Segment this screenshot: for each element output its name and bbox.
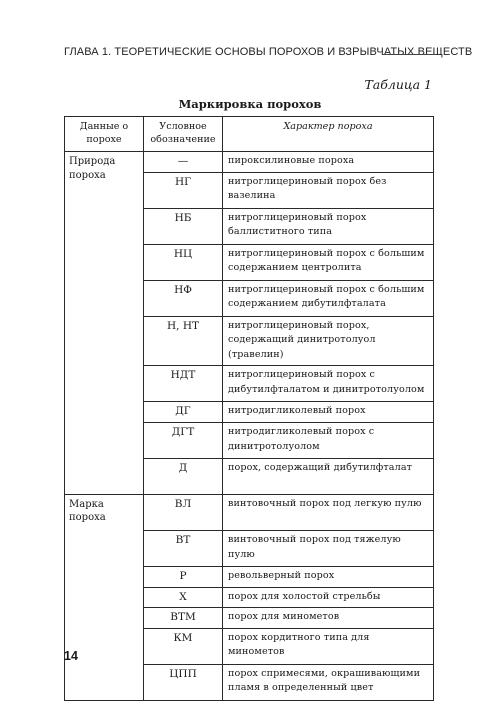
marking-code: НФ [144,280,223,316]
page-number: 14 [64,649,78,663]
marking-table [64,116,434,701]
marking-description: нитроглицериновый порох, содержащий динитротолуол (травелин) [223,316,434,366]
table-header-row [65,117,434,152]
marking-description: пироксилиновые пороха [223,152,434,173]
marking-description: винтовочный порох под тяжелую пулю [223,530,434,566]
marking-code: ВТ [144,530,223,566]
marking-description: нитроглицериновый порох с большим содержанием центролита [223,244,434,280]
table-caption: Маркировка порохов [178,97,322,111]
marking-code: ВЛ [144,494,223,530]
marking-code: КМ [144,628,223,664]
marking-description: порох для минометов [223,608,434,629]
running-head: ГЛАВА 1. ТЕОРЕТИЧЕСКИЕ ОСНОВЫ ПОРОХОВ И ВЗРЫВЧАТЫХ ВЕЩЕСТВ [64,46,473,58]
marking-code: ДГ [144,402,223,423]
marking-code: НБ [144,208,223,244]
marking-description: нитроглицериновый порох с дибутилфталатом и динитротолуолом [223,366,434,402]
marking-code: ЦПП [144,664,223,700]
marking-code: ВТМ [144,608,223,629]
marking-description: нитроглицериновый порох баллиститного типа [223,208,434,244]
table-row [65,152,434,173]
marking-description: нитродигликолевый порох с динитротолуолом [223,422,434,458]
marking-description: порох спримесями, окрашивающими пламя в определенный цвет [223,664,434,700]
marking-code: Д [144,458,223,494]
marking-description: револьверный порох [223,566,434,587]
marking-description: винтовочный порох под легкую пулю [223,494,434,530]
marking-description: нитродигликолевый порох [223,402,434,423]
table-number: Таблица 1 [364,77,432,92]
marking-code: ДГТ [144,422,223,458]
marking-description: порох кордитного типа для минометов [223,628,434,664]
marking-description: нитроглицериновый порох без вазелина [223,172,434,208]
table-row [65,494,434,530]
group-label: Марка пороха [65,494,144,700]
column-header-code: Условное обозначение [144,117,223,152]
column-header-character: Характер пороха [223,117,434,152]
group-label: Природа пороха [65,152,144,495]
marking-code: НДТ [144,366,223,402]
marking-code: Р [144,566,223,587]
column-header-data: Данные о порохе [65,117,144,152]
marking-code: НГ [144,172,223,208]
marking-code: НЦ [144,244,223,280]
running-head-rule [382,54,436,55]
marking-code: Х [144,587,223,608]
marking-description: порох, содержащий дибутилфталат [223,458,434,494]
marking-description: порох для холостой стрельбы [223,587,434,608]
marking-code: Н, НТ [144,316,223,366]
marking-description: нитроглицериновый порох с большим содержанием дибутилфталата [223,280,434,316]
marking-code: — [144,152,223,173]
